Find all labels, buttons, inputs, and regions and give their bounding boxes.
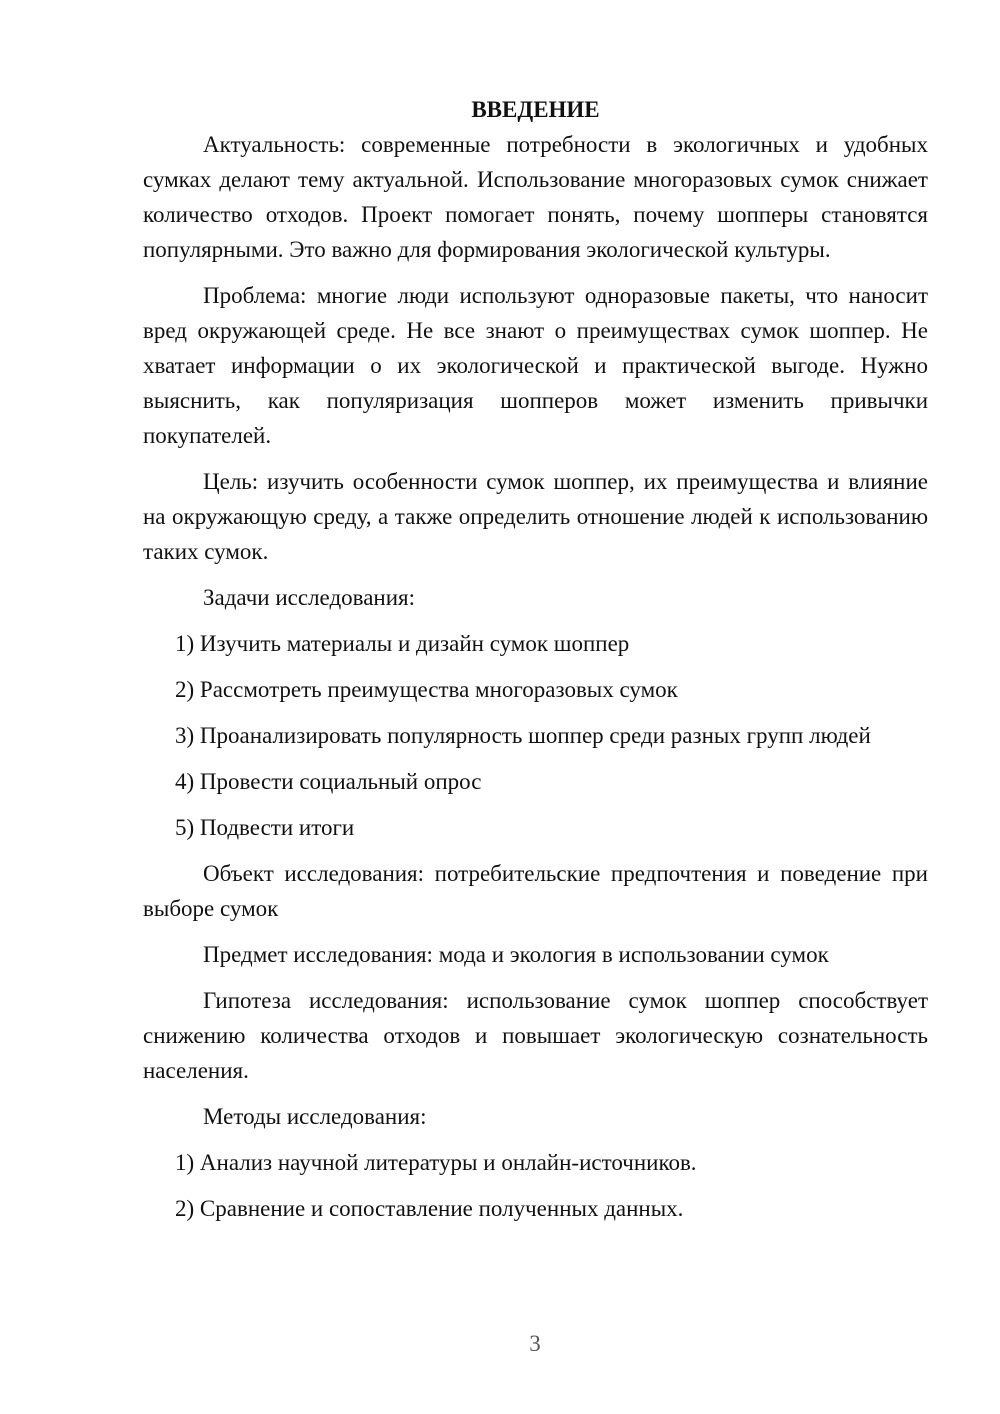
task-item-5: 5) Подвести итоги bbox=[175, 815, 355, 840]
task-item-2: 2) Рассмотреть преимущества многоразовых сумок bbox=[175, 677, 678, 702]
goal-paragraph: Цель: изучить особенности сумок шоппер, их преимущества и влияние на окружающую среду, а также определить отношение людей к использованию таких сумок. bbox=[143, 469, 928, 564]
hypothesis-paragraph: Гипотеза исследования: использование сумок шоппер способствует снижению количества отходов и повышает экологическую сознательность населения. bbox=[143, 988, 928, 1083]
task-item-1: 1) Изучить материалы и дизайн сумок шоппер bbox=[175, 631, 630, 656]
task-item-4: 4) Провести социальный опрос bbox=[175, 769, 482, 794]
page-number: 3 bbox=[529, 1331, 541, 1356]
method-item-1: 1) Анализ научной литературы и онлайн-источников. bbox=[175, 1150, 697, 1175]
problem-paragraph: Проблема: многие люди используют одноразовые пакеты, что наносит вред окружающей среде. Не все знают о преимуществах сумок шоппер. Не хватает информации о их экологической и практической выгоде. Нужно выяснить, как популяризация шопперов может изменить привычки покупателей. bbox=[143, 283, 928, 448]
methods-title: Методы исследования: bbox=[203, 1104, 427, 1129]
section-heading: ВВЕДЕНИЕ bbox=[471, 97, 600, 122]
subject-paragraph: Предмет исследования: мода и экология в использовании сумок bbox=[203, 942, 829, 967]
tasks-title: Задачи исследования: bbox=[203, 585, 416, 610]
task-item-3: 3) Проанализировать популярность шоппер среди разных групп людей bbox=[175, 723, 871, 748]
document-page bbox=[143, 92, 928, 1226]
object-paragraph: Объект исследования: потребительские предпочтения и поведение при выборе сумок bbox=[143, 861, 928, 921]
method-item-2: 2) Сравнение и сопоставление полученных данных. bbox=[175, 1196, 684, 1221]
relevance-paragraph: Актуальность: современные потребности в экологичных и удобных сумках делают тему актуальной. Использование многоразовых сумок снижает количество отходов. Проект помогает понять, почему шопперы становятся популярными. Это важно для формирования экологической культуры. bbox=[143, 132, 928, 262]
